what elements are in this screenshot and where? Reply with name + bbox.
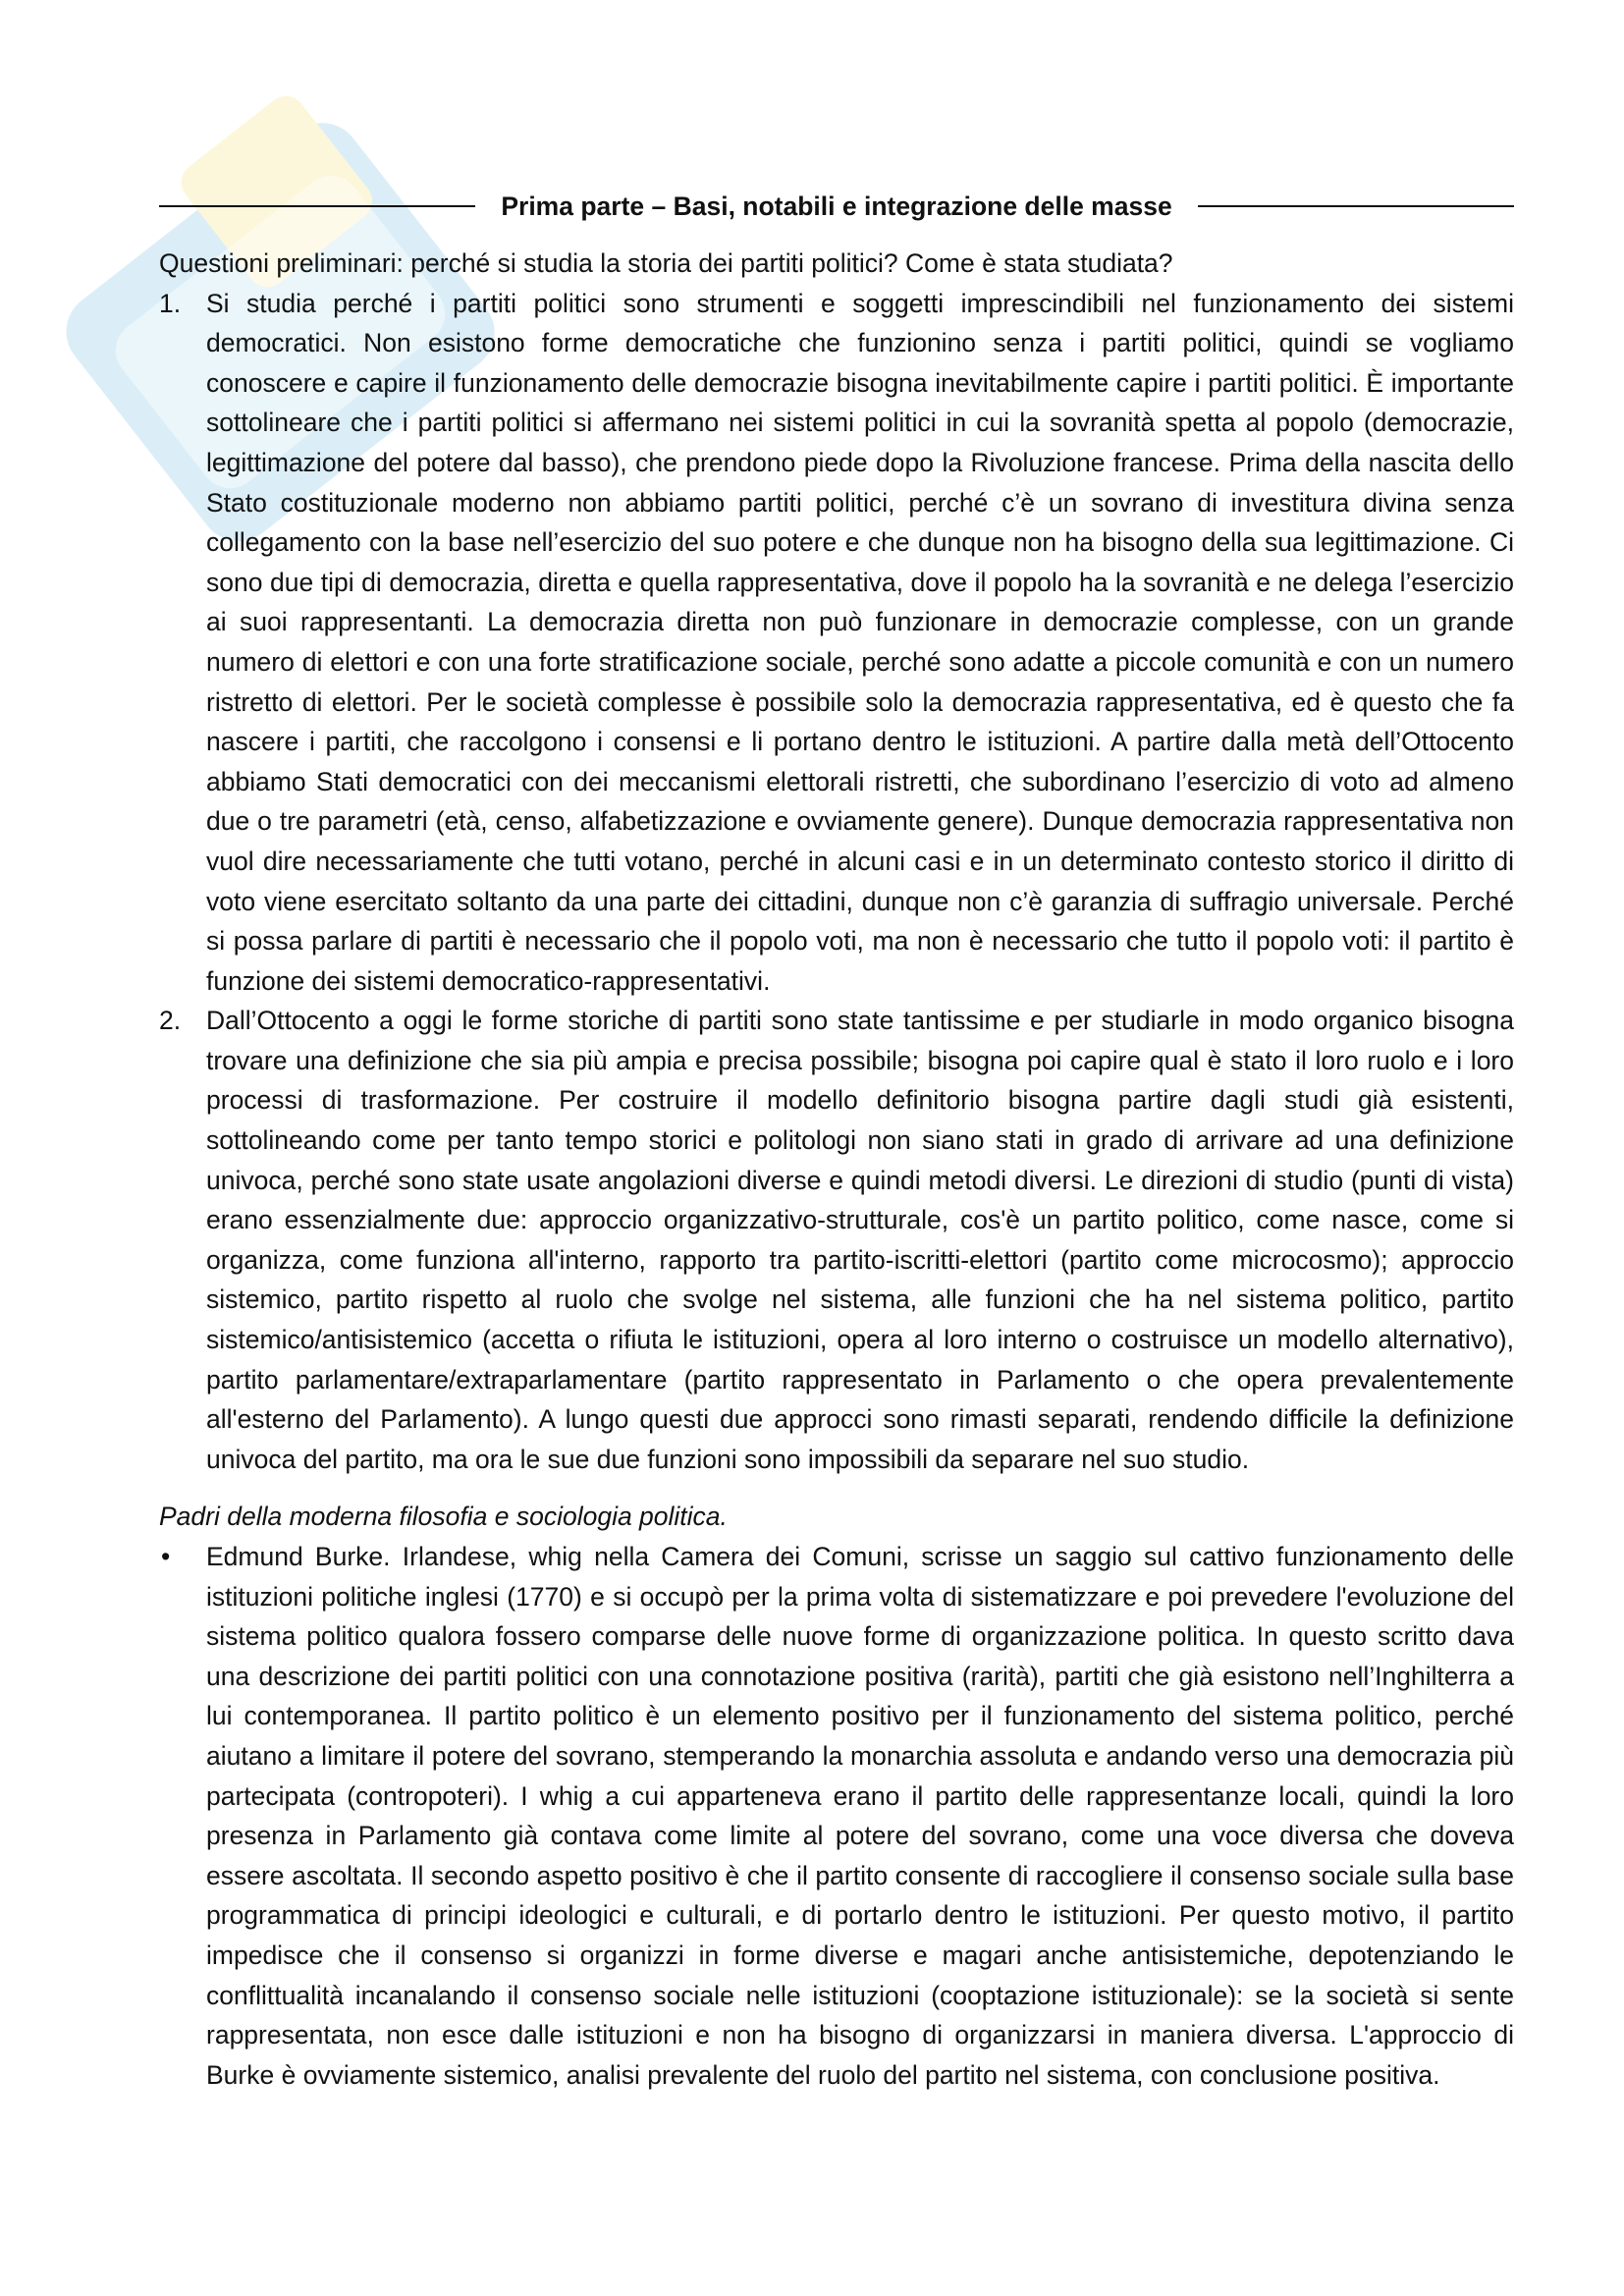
- intro-question: Questioni preliminari: perché si studia la storia dei partiti politici? Come è stata studiata?: [159, 248, 1173, 278]
- numbered-list: [159, 284, 1514, 1480]
- item-text: Dall’Ottocento a oggi le forme storiche di partiti sono state tantissime e per studiarle in modo organico bisogna trovare una definizione che sia più ampia e precisa possibile; bisogna poi capire qual è stato il loro ruolo e i loro processi di trasformazione. Per costruire il modello definitorio bisogna partire dagli studi già esistenti, sottolineando come per tanto tempo storici e politologi non siano stati in grado di arrivare ad una definizione univoca, perché sono state usate angolazioni diverse e quindi metodi diversi. Le direzioni di studio (punti di vista) erano essenzialmente due: approccio organizzativo-strutturale, cos'è un partito politico, come nasce, come si organizza, come funziona all'interno, rapporto tra partito-iscritti-elettori (partito come microcosmo); approccio sistemico, partito rispetto al ruolo che svolge nel sistema, alle funzioni che ha nel sistema politico, partito sistemico/antisistemico (accetta o rifiuta le istituzioni, opera al loro interno o costruisce un modello alternativo), partito parlamentare/extraparlamentare (partito rappresentato in Parlamento o che opera prevalentemente all'esterno del Parlamento). A lungo questi due approcci sono rimasti separati, rendendo difficile la definizione univoca del partito, ma ora le sue due funzioni sono impossibili da separare nel suo studio.: [206, 1006, 1514, 1474]
- bullet-icon: •: [161, 1542, 171, 1571]
- numbered-item-2: [159, 1001, 1514, 1479]
- page-heading: Prima parte – Basi, notabili e integrazione delle masse: [501, 191, 1172, 221]
- bullet-list: [159, 1537, 1514, 2095]
- item-number: 2.: [159, 1006, 182, 1036]
- document-page: [159, 187, 1514, 2095]
- heading-rule-left: [159, 205, 475, 207]
- section-title: Padri della moderna filosofia e sociologia politica.: [159, 1502, 728, 1532]
- item-text: Si studia perché i partiti politici sono strumenti e soggetti imprescindibili nel funzionamento dei sistemi democratici. Non esistono forme democratiche che funzionino senza i partiti politici, quindi se vogliamo conoscere e capire il funzionamento delle democrazie bisogna inevitabilmente capire i partiti politici. È importante sottolineare che i partiti politici si affermano nei sistemi politici in cui la sovranità spetta al popolo (democrazie, legittimazione del potere dal basso), che prendono piede dopo la Rivoluzione francese. Prima della nascita dello Stato costituzionale moderno non abbiamo partiti politici, perché c’è un sovrano di investitura divina senza collegamento con la base nell’esercizio del suo potere e che dunque non ha bisogno della sua legittimazione. Ci sono due tipi di democrazia, diretta e quella rappresentativa, dove il popolo ha la sovranità e ne delega l’esercizio ai suoi rappresentanti. La democrazia diretta non può funzionare in democrazie complesse, con un grande numero di elettori e con una forte stratificazione sociale, perché sono adatte a piccole comunità e con un numero ristretto di elettori. Per le società complesse è possibile solo la democrazia rappresentativa, ed è questo che fa nascere i partiti, che raccolgono i consensi e li portano dentro le istituzioni. A partire dalla metà dell’Ottocento abbiamo Stati democratici con dei meccanismi elettorali ristretti, che subordinano l’esercizio di voto ad almeno due o tre parametri (età, censo, alfabetizzazione e ovviamente genere). Dunque democrazia rappresentativa non vuol dire necessariamente che tutti votano, perché in alcuni casi e in un determinato contesto storico il diritto di voto viene esercitato soltanto da una parte dei cittadini, dunque non c’è garanzia di suffragio universale. Perché si possa parlare di partiti è necessario che il popolo voti, ma non è necessario che tutto il popolo voti: il partito è funzione dei sistemi democratico-rappresentativi.: [206, 288, 1514, 996]
- item-number: 1.: [159, 288, 182, 318]
- numbered-item-1: [159, 284, 1514, 1002]
- bullet-text: Edmund Burke. Irlandese, whig nella Camera dei Comuni, scrisse un saggio sul cattivo funzionamento delle istituzioni politiche inglesi (1770) e si occupò per la prima volta di sistematizzare e poi prevedere l'evoluzione del sistema politico qualora fossero comparse delle nuove forme di organizzazione politica. In questo scritto dava una descrizione dei partiti politici con una connotazione positiva (rarità), partiti che già esistono nell’Inghilterra a lui contemporanea. Il partito politico è un elemento positivo per il funzionamento del sistema politico, perché aiutano a limitare il potere del sovrano, stemperando la monarchia assoluta e andando verso una democrazia più partecipata (contropoteri). I whig a cui apparteneva erano il partito delle rappresentanze locali, quindi la loro presenza in Parlamento già contava come limite al potere del sovrano, come una voce diversa che doveva essere ascoltata. Il secondo aspetto positivo è che il partito consente di raccogliere il consenso sociale sulla base programmatica di principi ideologici e culturali, e di portarlo dentro le istituzioni. Per questo motivo, il partito impedisce che il consenso si organizzi in forme diverse e magari anche antisistemiche, depotenziando le conflittualità incanalando il consenso sociale nelle istituzioni (cooptazione istituzionale): se la società si sente rappresentata, non esce dalle istituzioni e non ha bisogno di organizzarsi in maniera diversa. L'approccio di Burke è ovviamente sistemico, analisi prevalente del ruolo del partito nel sistema, con conclusione positiva.: [206, 1542, 1514, 2090]
- bullet-item-burke: [159, 1537, 1514, 2095]
- heading-row: [159, 187, 1514, 226]
- heading-rule-right: [1198, 205, 1514, 207]
